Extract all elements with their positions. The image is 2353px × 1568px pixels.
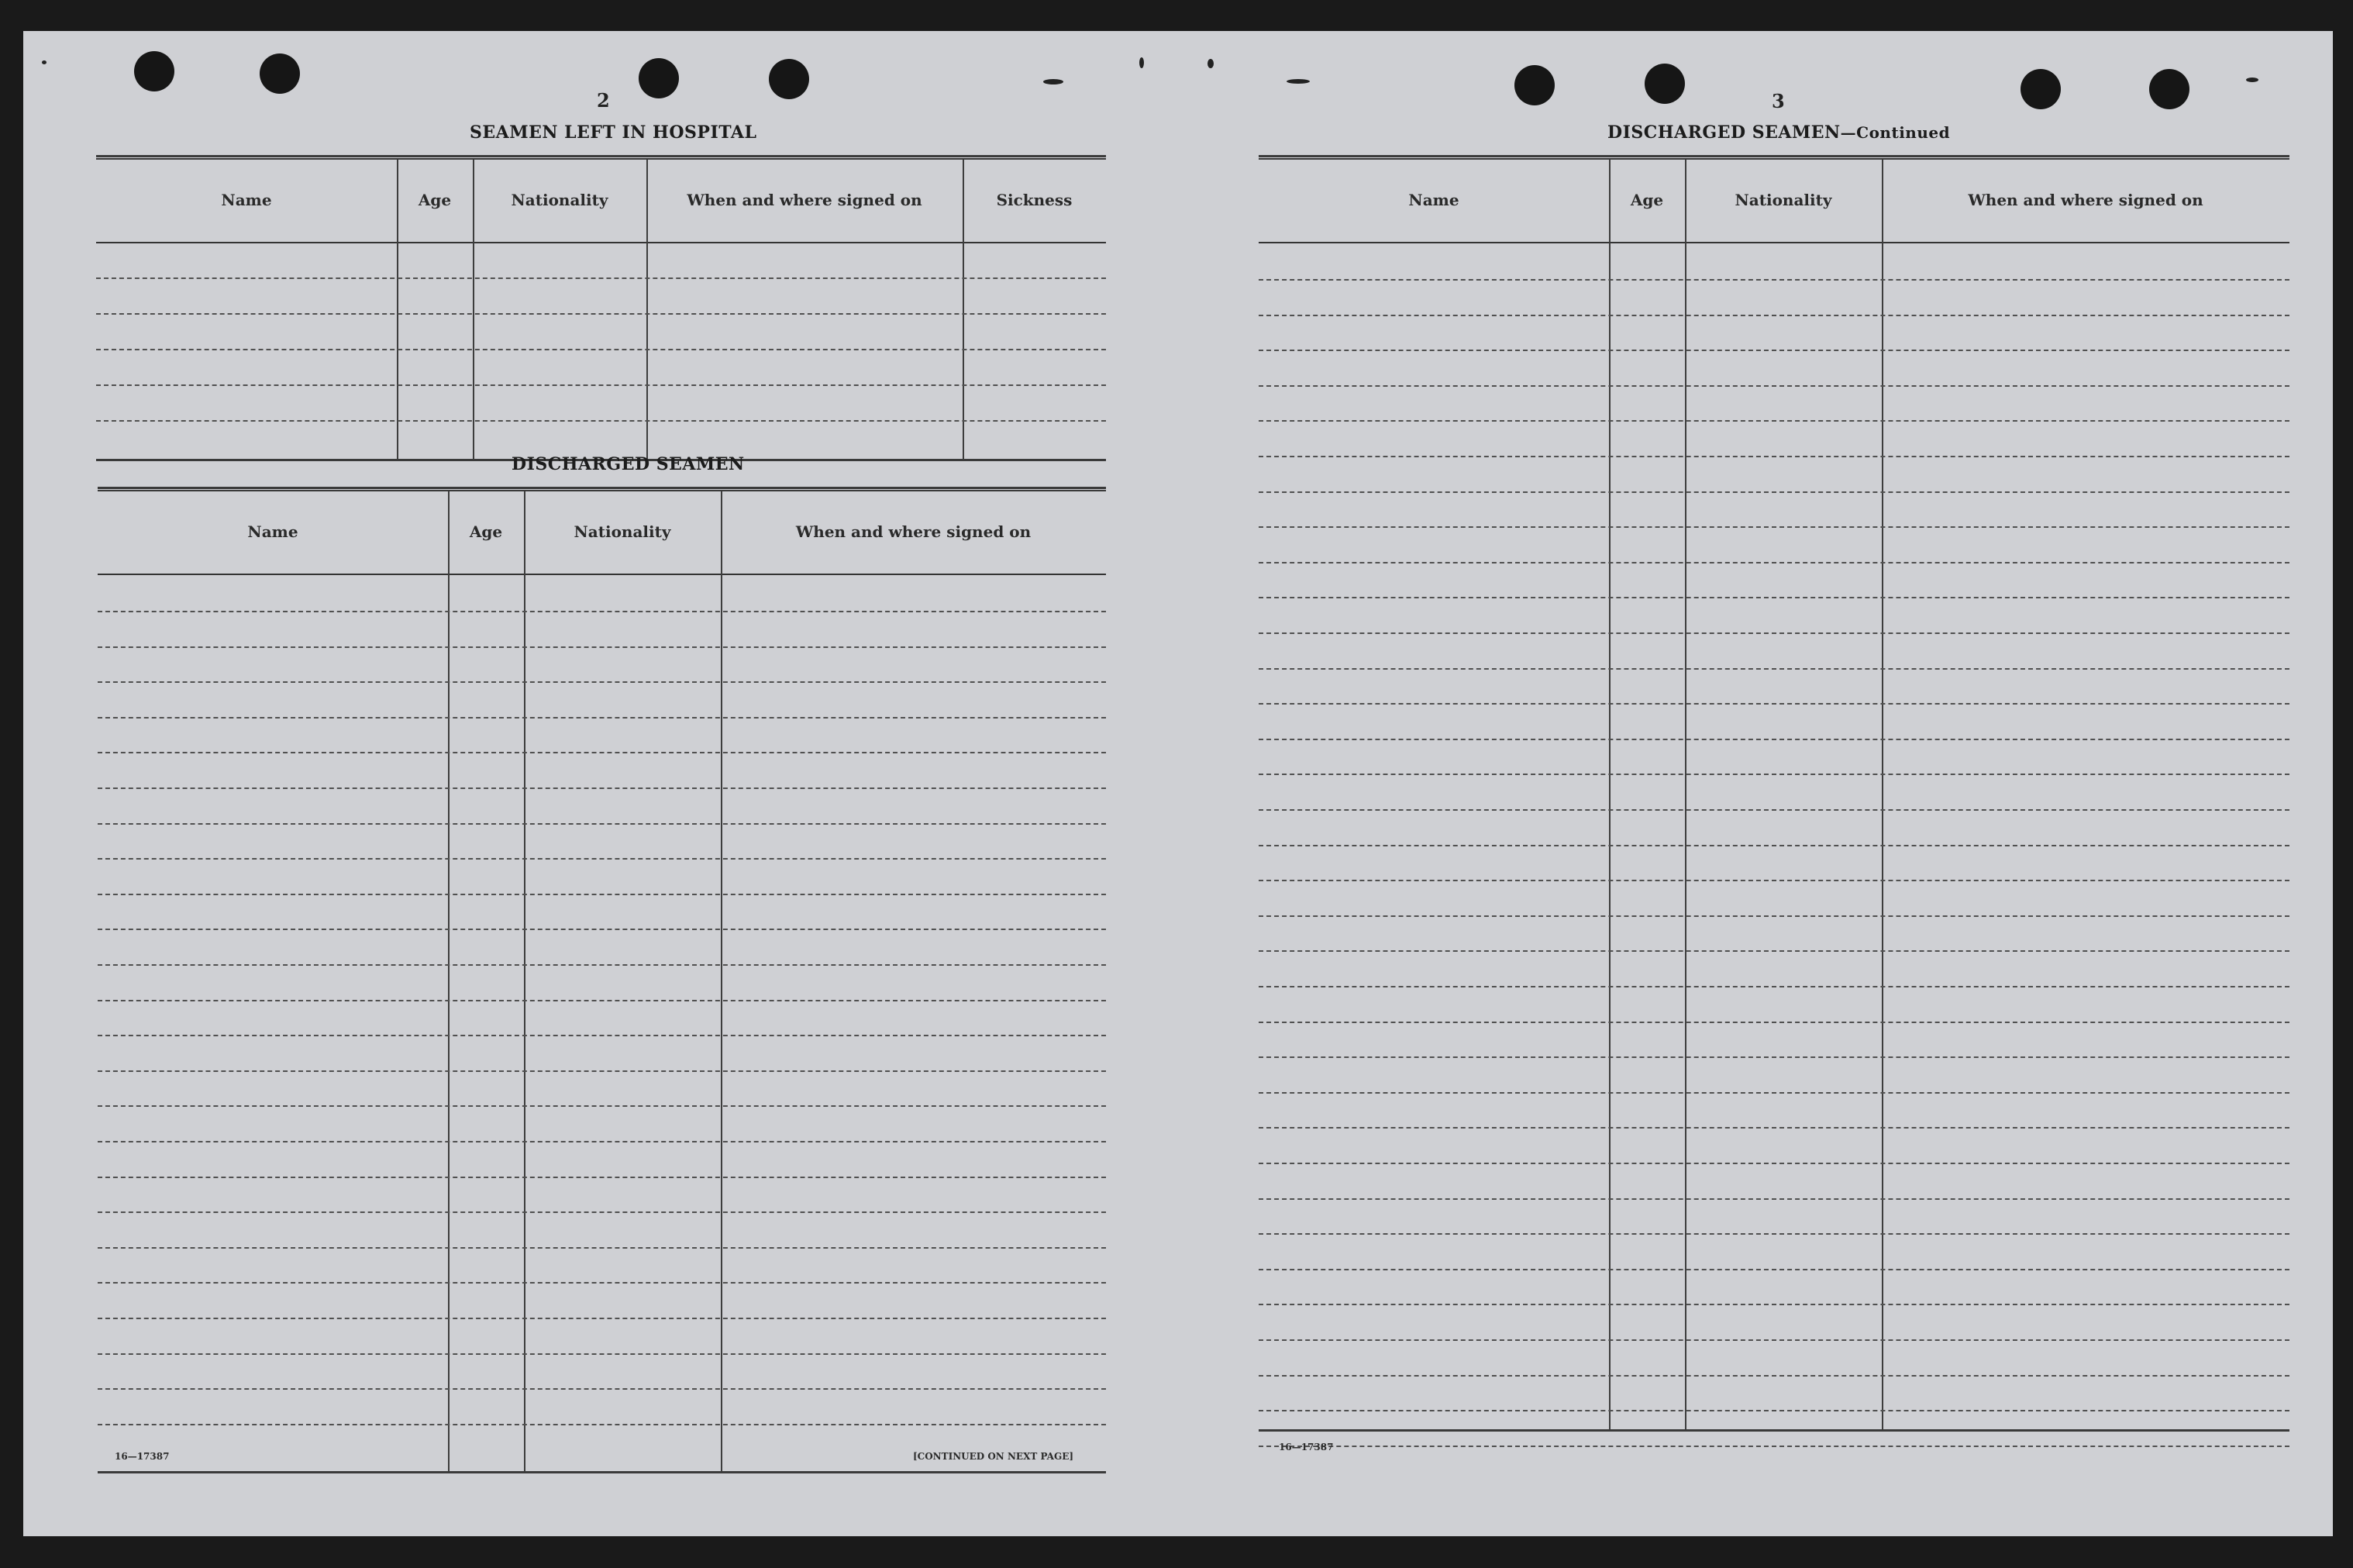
- header-rule: [96, 242, 1106, 243]
- entry-line: [98, 894, 1106, 895]
- page-number-right: 3: [1772, 90, 1785, 112]
- header-rule: [1259, 242, 2289, 243]
- form-number-right: 16—17387: [1279, 1442, 1334, 1453]
- header-signed-on: When and where signed on: [1968, 191, 2203, 209]
- entry-line: [98, 717, 1106, 719]
- entry-line: [1259, 668, 2289, 670]
- entry-line: [1259, 315, 2289, 316]
- entry-line: [1259, 1022, 2289, 1023]
- entry-line: [1259, 986, 2289, 987]
- entry-line: [98, 1211, 1106, 1213]
- form-number-left: 16—17387: [115, 1451, 170, 1462]
- entry-line: [98, 1070, 1106, 1072]
- entry-line: [1259, 491, 2289, 493]
- speck: [2246, 78, 2258, 82]
- column-divider: [397, 160, 398, 460]
- column-divider: [448, 491, 450, 1473]
- entry-line: [1259, 562, 2289, 563]
- discharged-table: [98, 487, 1106, 1475]
- entry-line: [98, 1000, 1106, 1001]
- entry-line: [1259, 1127, 2289, 1129]
- entry-line: [98, 1318, 1106, 1319]
- entry-line: [1259, 1233, 2289, 1235]
- header-rule: [98, 574, 1106, 575]
- title-suffix: —Continued: [1840, 123, 1951, 142]
- column-divider: [473, 160, 474, 460]
- entry-line: [1259, 1056, 2289, 1058]
- column-divider: [524, 491, 525, 1473]
- entry-line: [1259, 350, 2289, 351]
- entry-line: [98, 1353, 1106, 1355]
- entry-line: [98, 858, 1106, 860]
- entry-line: [1259, 632, 2289, 634]
- punch-hole: [1514, 65, 1555, 105]
- entry-line: [1259, 880, 2289, 881]
- table-top-rule: [1259, 155, 2289, 160]
- header-age: Age: [418, 191, 452, 209]
- entry-line: [1259, 385, 2289, 387]
- entry-line: [1259, 456, 2289, 457]
- header-age: Age: [469, 522, 503, 541]
- entry-line: [1259, 420, 2289, 422]
- entry-line: [1259, 703, 2289, 705]
- entry-line: [1259, 739, 2289, 740]
- table-bottom-rule: [98, 1471, 1106, 1473]
- entry-line: [96, 384, 1106, 386]
- hospital-section-title: SEAMEN LEFT IN HOSPITAL: [470, 122, 757, 143]
- column-divider: [963, 160, 964, 460]
- header-signed-on: When and where signed on: [795, 522, 1032, 541]
- speck: [42, 60, 47, 64]
- table-top-rule: [98, 487, 1106, 491]
- entry-line: [98, 1424, 1106, 1425]
- column-divider: [721, 491, 722, 1473]
- entry-line: [98, 1388, 1106, 1390]
- hospital-table: [96, 155, 1106, 465]
- header-sickness: Sickness: [996, 191, 1073, 209]
- punch-hole: [2021, 69, 2061, 109]
- entry-line: [98, 964, 1106, 966]
- entry-line: [98, 752, 1106, 753]
- entry-line: [98, 1035, 1106, 1036]
- entry-line: [98, 929, 1106, 930]
- speck: [1139, 57, 1144, 68]
- entry-line: [1259, 1092, 2289, 1094]
- table-top-rule: [96, 155, 1106, 160]
- continued-note: [CONTINUED ON NEXT PAGE]: [913, 1451, 1074, 1462]
- header-name: Name: [247, 522, 298, 541]
- entry-line: [1259, 279, 2289, 281]
- title-main: DISCHARGED SEAMEN: [1607, 122, 1841, 143]
- entry-line: [1259, 1375, 2289, 1377]
- column-divider: [646, 160, 648, 460]
- discharged-continued-title: [1607, 122, 1950, 143]
- entry-line: [96, 349, 1106, 350]
- entry-line: [1259, 845, 2289, 846]
- entry-line: [96, 277, 1106, 279]
- punch-hole: [769, 59, 809, 99]
- speck: [1287, 79, 1310, 84]
- punch-hole: [2149, 69, 2189, 109]
- entry-line: [98, 1105, 1106, 1107]
- entry-line: [98, 681, 1106, 683]
- entry-line: [1259, 1269, 2289, 1270]
- header-age: Age: [1630, 191, 1664, 209]
- entry-line: [1259, 1339, 2289, 1341]
- page-number-left: 2: [597, 89, 610, 112]
- header-nationality: Nationality: [1735, 191, 1832, 209]
- entry-line: [1259, 597, 2289, 598]
- punch-hole: [639, 58, 679, 98]
- document-sheet: [23, 31, 2333, 1536]
- discharged-section-title: DISCHARGED SEAMEN: [512, 454, 745, 474]
- entry-line: [98, 646, 1106, 648]
- header-name: Name: [221, 191, 272, 209]
- header-name: Name: [1408, 191, 1459, 209]
- entry-line: [98, 611, 1106, 612]
- entry-line: [1259, 809, 2289, 811]
- header-nationality: Nationality: [574, 522, 671, 541]
- header-nationality: Nationality: [511, 191, 608, 209]
- entry-line: [1259, 1446, 2289, 1447]
- entry-line: [1259, 915, 2289, 917]
- header-signed-on: When and where signed on: [687, 191, 922, 209]
- entry-line: [1259, 526, 2289, 528]
- entry-line: [98, 1177, 1106, 1178]
- entry-line: [1259, 774, 2289, 775]
- entry-line: [1259, 1304, 2289, 1305]
- entry-line: [98, 1282, 1106, 1284]
- entry-line: [1259, 1198, 2289, 1200]
- speck: [1208, 59, 1214, 68]
- punch-hole: [134, 51, 174, 91]
- entry-line: [1259, 1163, 2289, 1164]
- entry-line: [98, 823, 1106, 825]
- punch-hole: [1645, 64, 1685, 104]
- entry-line: [96, 313, 1106, 315]
- entry-line: [1259, 950, 2289, 952]
- speck: [1043, 79, 1063, 84]
- punch-hole: [260, 53, 300, 94]
- entry-line: [96, 420, 1106, 422]
- entry-line: [98, 787, 1106, 789]
- entry-line: [98, 1247, 1106, 1249]
- entry-line: [98, 1141, 1106, 1142]
- discharged-continued-table: [1259, 155, 2289, 1465]
- entry-line: [1259, 1410, 2289, 1411]
- table-bottom-rule: [1259, 1429, 2289, 1432]
